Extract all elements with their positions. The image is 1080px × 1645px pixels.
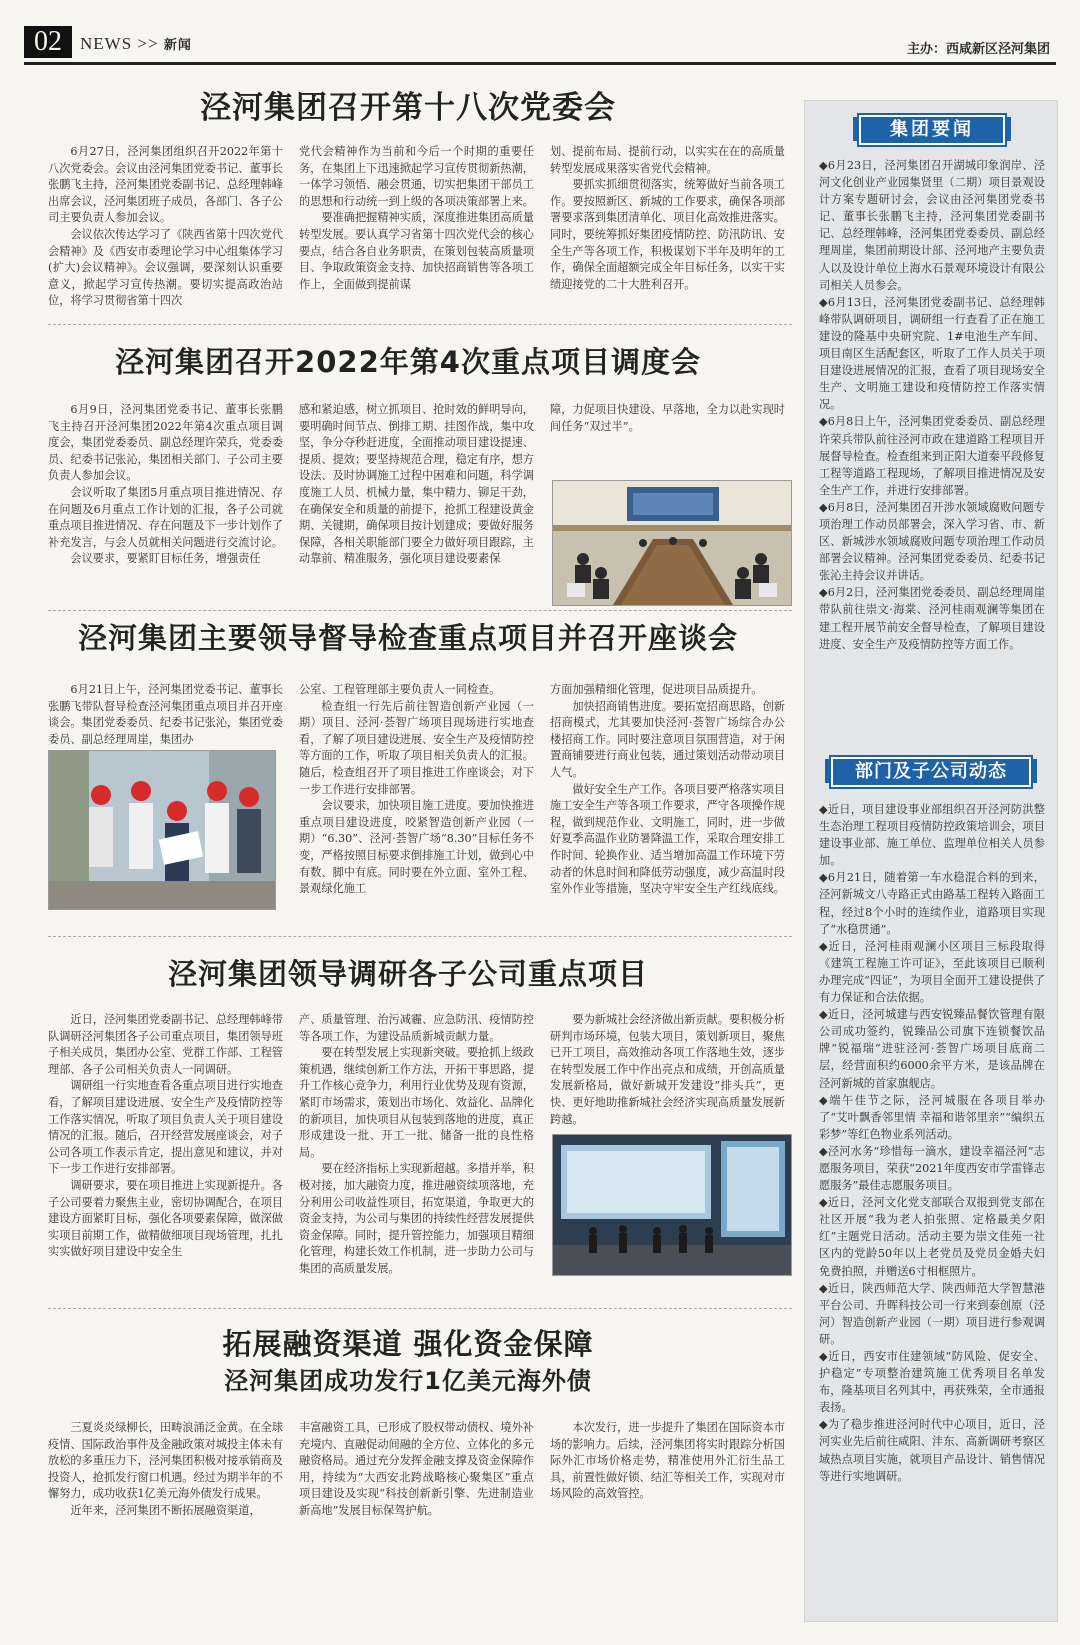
paragraph: 产、质量管理、治污减霾、应急防汛、疫情防控等各项工作，为建设品质新城贡献力量。 bbox=[299, 1013, 534, 1043]
news-item: ◆近日，泾河桂雨观澜小区项目三标段取得《建筑工程施工许可证》，至此该项目已顺利办理完成“四证”，为项目全面开工建设提供了有力保证和合法依据。 bbox=[819, 939, 1045, 1005]
article-body bbox=[48, 144, 792, 312]
article-subtitle: 泾河集团成功发行1亿美元海外债 bbox=[224, 1367, 592, 1395]
article-subsidiary-research bbox=[24, 954, 792, 1304]
article-column bbox=[550, 144, 785, 293]
paragraph: 会议要求，加快项目施工进度。要加快推进重点项目建设进度，咬紧智造创新产业园（一期）“6.30”、泾河·荟智广场“8.30”目标任务不变，严格按照目标要求倒排施工计划，做到心中有数、脚中有底。同时要在外立面、室外工程、景观绿化施工 bbox=[299, 799, 534, 896]
dept-news-title: 部门及子公司动态 bbox=[831, 757, 1031, 787]
article-column bbox=[299, 1420, 534, 1520]
paragraph: 公室、工程管理部主要负责人一同检查。 bbox=[299, 683, 501, 696]
article-column bbox=[48, 402, 283, 568]
article-body bbox=[48, 1420, 792, 1550]
article-column bbox=[550, 1420, 785, 1503]
article-column bbox=[48, 1012, 283, 1261]
paragraph: 要准确把握精神实质，深度推进集团高质量转型发展。要认真学习省第十四次党代会的核心要点，结合各自业务职责，在策划包装高质量项目、争取政策资金支持、加快招商销售等各项工作上，全面做到提前谋 bbox=[299, 211, 534, 291]
article-title: 泾河集团领导调研各子公司重点项目 bbox=[167, 957, 648, 991]
article-title: 泾河集团召开2022年第4次重点项目调度会 bbox=[115, 345, 701, 379]
news-item: ◆近日，西安市住建领域“防风险、促安全、护稳定”专项整治建筑施工优秀项目名单发布，隆基项目名列其中，再获殊荣，全市通报表扬。 bbox=[819, 1350, 1045, 1415]
paragraph: 6月9日，泾河集团党委书记、董事长张鹏飞主持召开泾河集团2022年第4次重点项目调度会，集团党委委员、副总经理许荣兵，党委委员、纪委书记张沁，集团相关部门、子公司主要负责人参加会议。 bbox=[48, 403, 283, 483]
news-item: ◆近日，项目建设事业部组织召开泾河防洪整生态治理工程项目疫情防控政策培训会，项目建设事业部、施工单位、监理单位相关人员参加。 bbox=[819, 803, 1045, 868]
article-divider bbox=[48, 1308, 792, 1309]
paragraph: 近日，泾河集团党委副书记、总经理韩峰带队调研泾河集团各子公司重点项目，集团领导班子相关成员，集团办公室、党群工作部、工程管理部、各子公司相关负责人一同调研。 bbox=[48, 1013, 283, 1076]
news-item: ◆近日，泾河文化党支部联合双报到党支部在社区开展“我为老人拍张照、定格最美夕阳红”主题党日活动。活动主要为崇文佳苑一社区内的党龄50年以上老党员及党员金婚夫妇免费拍照，并赠送6寸相框照片。 bbox=[819, 1196, 1045, 1278]
group-news-title: 集团要闻 bbox=[859, 115, 1005, 145]
dept-news-list bbox=[819, 801, 1045, 1485]
article-column bbox=[48, 144, 283, 310]
article-column bbox=[550, 682, 785, 898]
news-item: ◆6月23日，泾河集团召开湖城印象润岸、泾河文化创业产业园集贤里（二期）项目景观设计方案专题研讨会，会议由泾河集团党委书记、董事长张鹏飞主持，泾河集团党委副书记、总经理韩峰，泾河集团党委委员、副总经理周崖，集团前期设计部、泾河地产主要负责人以及设计单位上海水石景观环境设计有限公司相关人员参会。 bbox=[819, 159, 1045, 292]
paragraph: 本次发行，进一步提升了集团在国际资本市场的影响力。后续，泾河集团将实时跟踪分析国际外汇市场价格走势，精准使用外汇衍生品工具，前置性做好锁、结汇等相关工作，实现对市场风险的高效管控。 bbox=[550, 1421, 785, 1501]
paragraph: 会议听取了集团5月重点项目推进情况、存在问题及6月重点工作计划的汇报，各子公司就重点项目推进情况、存在问题及下一步计划作了补充发言，与会人员就相关问题进行交流讨论。 bbox=[48, 485, 283, 549]
paragraph: 三夏炎炎绿柳长，田畴浪涌泛金黄。在全球疫情、国际政治事件及金融政策对城投主体未有放松的多重压力下，泾河集团积极对接承销商及投资人，抢抓发行窗口机遇。经过为期半年的不懈努力，成功收获1亿美元海外债发行成果。 bbox=[48, 1421, 283, 1501]
article-column bbox=[299, 1012, 534, 1278]
section-label bbox=[80, 34, 192, 54]
paragraph: 要在转型发展上实现新突破。要抢抓上级政策机遇，继续创新工作方法，开拓干事思路，提升工作核心竞争力，利用行业优势及现有资源，紧盯市场需求，策划出市场化、效益化、品牌化的新项目，加快项目从包装到落地的进度，真正形成建设一批、开工一批、储备一批的良性格局。 bbox=[299, 1046, 534, 1159]
article-column bbox=[48, 682, 283, 748]
article-divider bbox=[48, 936, 792, 937]
article-title: 拓展融资渠道 强化资金保障 bbox=[222, 1327, 594, 1361]
news-item: ◆6月8日上午，泾河集团党委委员、副总经理许荣兵带队前往泾河市政在建道路工程项目开展督导检查。检查组来到正阳大道秦平段修复工程等道路工程现场，了解项目推进情况及安全生产工作，并进行安排部署。 bbox=[819, 415, 1045, 497]
exhibition-photo bbox=[552, 1134, 792, 1276]
paragraph: 6月21日上午，泾河集团党委书记、董事长张鹏飞带队督导检查泾河集团重点项目并召开座谈会。集团党委委员、纪委书记张沁，集团党委委员、副总经理周崖，集团办 bbox=[48, 683, 283, 746]
paragraph: 做好安全生产工作。各项目要严格落实项目施工安全生产等各项工作要求，严守各项操作规程，做到规范作业、文明施工，同时，进一步做好夏季高温作业防暑降温工作，采取合理安排工作时间、轮换作业、适当增加高温工作环境下劳动者的休息时间和降低劳动强度，减少高温时段室外作业等措施，坚决守牢安全生产红线底线。 bbox=[550, 782, 785, 896]
article-party-committee bbox=[24, 88, 792, 318]
paragraph: 要为新城社会经济做出新贡献。要积极分析研判市场环境，包装大项目，策划新项目，聚焦已开工项目，高效推动各项工作落地生效，逐步在转型发展工作中作出亮点和成绩，开创高质量发展新格局，做好新城开发建设“排头兵”，更快、更好地助推新城社会经济实现高质量发展新跨越。 bbox=[550, 1013, 785, 1126]
article-divider bbox=[48, 610, 792, 611]
paragraph: 丰富融资工具，已形成了股权带动债权、境外补充境内、直融促动间融的全方位、立体化的多元融资格局。通过充分发挥金融支撑及资金保障作用，持续为“大西安北跨战略核心聚集区”重点项目建设及实现“科技创新新引擎、先进制造业新高地”发展目标保驾护航。 bbox=[299, 1421, 534, 1517]
section-en: NEWS >> bbox=[80, 34, 159, 53]
paragraph: 加快招商销售进度。要拓宽招商思路，创新招商模式，尤其要加快泾河·荟智广场综合办公楼招商工作。同时要注意项目氛围营造，对于闲置商铺要进行商业包装，通过策划活动带动项目人气。 bbox=[550, 699, 785, 779]
article-column bbox=[299, 144, 534, 293]
article-title: 泾河集团主要领导督导检查重点项目并召开座谈会 bbox=[77, 621, 738, 655]
article-column bbox=[550, 1012, 785, 1128]
news-item: ◆6月8日，泾河集团召开涉水领域腐败问题专项治理工作动员部署会，深入学习省、市、新区、新城涉水领域腐败问题专项治理工作动员部署会议精神。泾河集团党委委员、纪委书记张沁主持会议并讲话。 bbox=[819, 500, 1045, 583]
article-column bbox=[550, 402, 785, 435]
meeting-photo bbox=[552, 480, 792, 606]
site-inspection-image bbox=[49, 751, 275, 909]
host-label: 主办：西咸新区泾河集团 bbox=[906, 42, 1050, 57]
article-divider bbox=[48, 324, 792, 325]
exhibition-hall-image bbox=[553, 1135, 791, 1275]
news-item: ◆近日，陕西师范大学、陕西师范大学智慧港平台公司、升晖科技公司一行来到泰创原（泾河）智造创新产业园（一期）项目进行参观调研。 bbox=[819, 1281, 1045, 1346]
news-sidebar bbox=[804, 100, 1058, 1622]
group-news-label bbox=[853, 111, 1011, 145]
paragraph: 会议要求，要紧盯目标任务，增强责任 bbox=[70, 552, 261, 566]
paragraph: 近年来，泾河集团不断拓展融资渠道， bbox=[70, 1503, 261, 1517]
masthead bbox=[24, 24, 1056, 65]
article-inspection bbox=[24, 618, 792, 914]
page-number: 02 bbox=[24, 26, 72, 58]
news-item: ◆为了稳步推进泾河时代中心项目，近日，泾河实业先后前往咸阳、沣东、高新调研考察区域热点项目实施，就项目产品设计、销售情况等进行实地调研。 bbox=[819, 1418, 1045, 1483]
group-news-list bbox=[819, 157, 1045, 653]
news-item: ◆6月21日，随着第一车水稳混合料的到来，泾河新城文八寺路正式由路基工程转入路面工程，经过8个小时的连续作业，道路项目实现了“水稳贯通”。 bbox=[819, 871, 1045, 936]
paragraph: 会议依次传达学习了《陕西省第十四次党代会精神》及《西安市委理论学习中心组集体学习(扩大)会议精神》。会议强调，要深刻认识重要意义，掀起学习宣传热潮。要切实提高政治站位，将学习贯彻省第十四次 bbox=[48, 227, 283, 308]
news-item: ◆6月13日，泾河集团党委副书记、总经理韩峰带队调研项目，调研组一行查看了正在施工建设的隆基中央研究院、1#电池生产车间、项目南区生活配套区，听取了工作人员关于项目建设进展情况的汇报，查看了项目现场安全生产、文明施工建设和疫情防控工作落实情况。 bbox=[819, 295, 1045, 412]
paragraph: 方面加强精细化管理，促进项目品质提升。 bbox=[550, 683, 763, 696]
paragraph: 6月27日，泾河集团组织召开2022年第十八次党委会。会议由泾河集团党委书记、董事长张鹏飞主持，泾河集团党委副书记、总经理韩峰出席会议，泾河集团班子成员，各部门、各子公司主要负责人参加会议。 bbox=[48, 145, 283, 225]
news-item: ◆近日，泾河城建与西安锐臻品餐饮管理有限公司成功签约，锐臻品公司旗下连锁餐饮品牌“锐福瑞”进驻泾河·荟智广场项目底商二层，经营面积约6000余平方米，是该品牌在泾河新城的首家旗舰店。 bbox=[819, 1008, 1045, 1090]
paragraph: 调研组一行实地查看各重点项目进行实地查看，了解项目建设进展、安全生产及疫情防控等工作落实情况，听取了项目负责人关于项目建设情况的汇报。随后，召开经营发展座谈会，对子公司各项工作表示肯定，提出意见和建议，并对下一步工作进行安排部署。 bbox=[48, 1079, 283, 1176]
paragraph: 要在经济指标上实现新超越。多措并举，积极对接，加大融资力度，推进融资续项落地，充分利用公司收益性项目，拓宽渠道，争取更大的资金支持，为公司与集团的持续性经营发展提供资金保障。同时，提升管控能力，加强项目精细化管理，构建长效工作机制，进一步助力公司与集团的高质量发展。 bbox=[299, 1162, 534, 1275]
article-column bbox=[48, 1420, 283, 1520]
news-item: ◆6月2日，泾河集团党委委员、副总经理周崖带队前往崇文·海棠、泾河桂雨观澜等集团在建工程开展节前安全督导检查，了解项目建设进度、安全生产及疫情防控等方面工作。 bbox=[819, 586, 1045, 651]
paragraph: 调研要求，要在项目推进上实现新提升。各子公司要着力聚焦主业，密切协调配合，在项目建设方面紧盯目标，强化各项要素保障，做深做实项目前期工作，做精做细项目现场管理，扎扎实实做好项目建设中安全生 bbox=[48, 1178, 283, 1259]
article-column bbox=[299, 682, 534, 898]
news-item: ◆泾河水务“珍惜每一滴水，建设幸福泾河”志愿服务项目，荣获“2021年度西安市学雷锋志愿服务”最佳志愿服务项目。 bbox=[819, 1144, 1045, 1193]
inspection-photo bbox=[48, 750, 276, 910]
article-project-dispatch bbox=[24, 342, 792, 604]
paragraph: 要抓实抓细贯彻落实，统筹做好当前各项工作。要按照新区、新城的工作要求，确保各项部署要求落到集团清单化、项目化高效推进落实。同时，要统筹抓好集团疫情防控、防汛防讯、安全生产等各项工作，积极谋划下半年及明年的工作，确保全面超额完成全年目标任务，以实干实绩迎接党的二十大胜利召开。 bbox=[550, 178, 785, 291]
article-column bbox=[299, 402, 534, 568]
paragraph: 党代会精神作为当前和今后一个时期的重要任务，在集团上下迅速掀起学习宣传贯彻新热潮，一体学习领悟、融会贯通，切实把集团干部员工的思想和行动统一到上级的各项决策部署上来。 bbox=[299, 145, 534, 208]
dept-news-label bbox=[825, 753, 1037, 787]
paragraph: 障，力促项目快建设、早落地，全力以赴实现时间任务“双过半”。 bbox=[550, 403, 785, 433]
news-item: ◆端午佳节之际，泾河城服在各项目举办了“艾叶飘香邻里情 幸福和谐邻里亲”“编织五彩梦”等红色物业系列活动。 bbox=[819, 1093, 1045, 1141]
paragraph: 检查组一行先后前往智造创新产业园（一期）项目、泾河·荟智广场项目现场进行实地查看，了解了项目建设进展、安全生产及疫情防控等方面的工作，听取了项目相关负责人的汇报。随后，检查组召开了项目推进工作座谈会，对下一步工作进行安排部署。 bbox=[299, 699, 534, 796]
meeting-room-image bbox=[553, 481, 791, 605]
article-title: 泾河集团召开第十八次党委会 bbox=[200, 90, 616, 126]
section-cn: 新闻 bbox=[163, 38, 192, 53]
paragraph: 划、提前布局、提前行动，以实实在在的高质量转型发展成果落实省党代会精神。 bbox=[550, 145, 785, 175]
article-financing bbox=[24, 1324, 792, 1634]
paragraph: 感和紧迫感，树立抓项目、抢时效的鲜明导向，要明确时间节点、倒排工期、挂图作战，集中攻坚，争分夺秒赶进度，全面推动项目建设提速、提质、提效；要坚持规范合理，稳定有序，想方设法、及时协调施工过程中困难和问题，科学调度施工人员、机械力量，集中精力、铆足干劲，在确保安全和质量的前提下，抢抓工程建设黄金期、关键期，确保项目按计划建成；要做好服务保障，各相关职能部门要全力做好项目跟踪，主动靠前、精准服务，强化项目建设要素保 bbox=[299, 403, 534, 566]
